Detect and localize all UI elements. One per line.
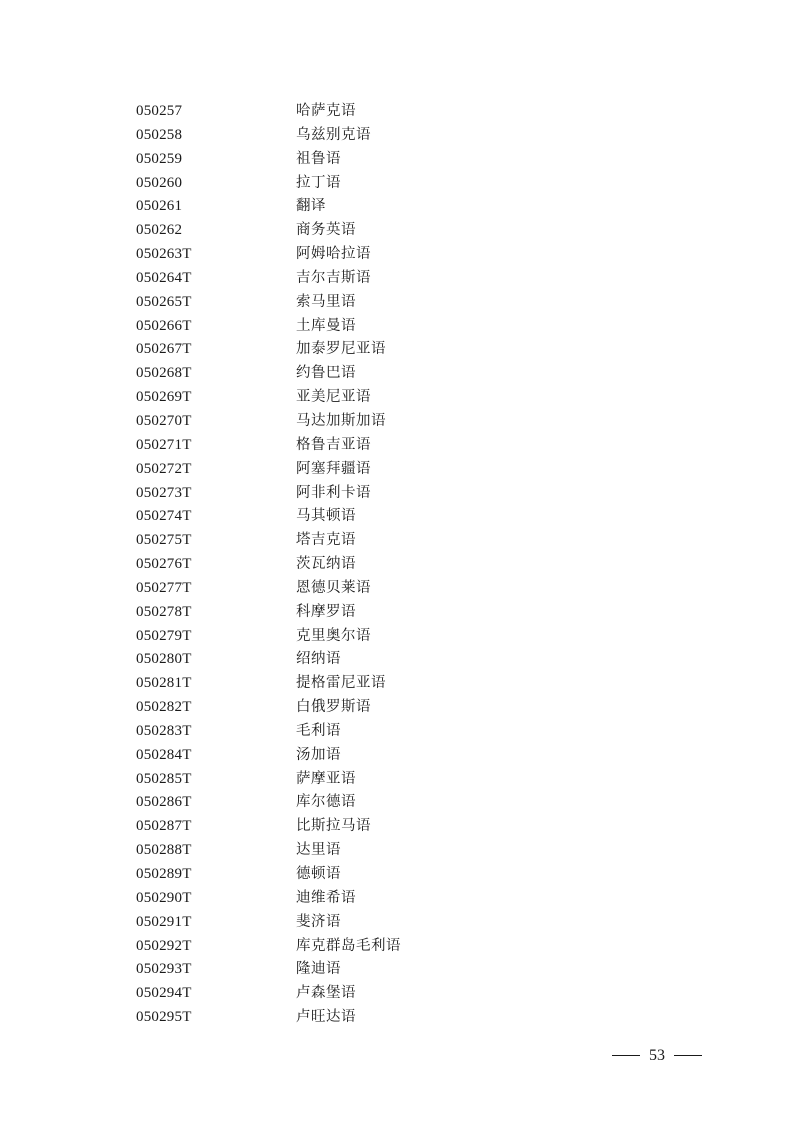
table-row <box>136 696 556 720</box>
major-code: 050287T <box>136 818 192 835</box>
table-row <box>136 720 556 744</box>
major-code: 050278T <box>136 603 192 620</box>
major-name: 提格雷尼亚语 <box>296 675 386 692</box>
major-name: 索马里语 <box>296 293 356 310</box>
major-code: 050290T <box>136 889 192 906</box>
table-row <box>136 505 556 529</box>
major-code: 050267T <box>136 341 192 358</box>
major-code: 050289T <box>136 866 192 882</box>
major-code: 050291T <box>136 913 192 930</box>
major-code: 050266T <box>136 317 192 334</box>
table-row <box>136 267 556 291</box>
table-row <box>136 1006 556 1030</box>
major-code: 050271T <box>136 436 192 453</box>
major-code: 050258 <box>136 126 183 143</box>
table-row <box>136 887 556 911</box>
table-row <box>136 529 556 553</box>
major-code: 050276T <box>136 556 192 573</box>
table-row <box>136 982 556 1006</box>
table-row <box>136 553 556 577</box>
major-code: 050294T <box>136 985 192 1002</box>
major-name: 卢森堡语 <box>296 985 356 1002</box>
table-row <box>136 172 556 196</box>
table-row <box>136 434 556 458</box>
table-row <box>136 338 556 362</box>
major-code: 050292T <box>136 937 192 954</box>
page-footer <box>612 1045 702 1067</box>
major-code: 050260 <box>136 174 183 191</box>
major-code: 050277T <box>136 579 192 596</box>
major-name: 比斯拉马语 <box>296 818 371 835</box>
major-code: 050275T <box>136 532 192 549</box>
major-name: 吉尔吉斯语 <box>296 269 371 286</box>
page-number: 53 <box>649 1047 665 1064</box>
major-name: 土库曼语 <box>296 317 356 334</box>
major-code: 050282T <box>136 699 192 716</box>
major-name: 毛利语 <box>296 722 341 739</box>
major-code: 050280T <box>136 651 192 668</box>
table-row <box>136 863 556 887</box>
major-name: 克里奥尔语 <box>296 627 371 644</box>
major-name: 绍纳语 <box>296 651 341 668</box>
major-code: 050265T <box>136 293 192 310</box>
major-name: 翻译 <box>296 198 326 215</box>
major-name: 隆迪语 <box>296 961 341 978</box>
major-name: 卢旺达语 <box>296 1009 356 1026</box>
major-name: 格鲁吉亚语 <box>296 436 371 453</box>
table-row <box>136 243 556 267</box>
table-row <box>136 648 556 672</box>
table-row <box>136 935 556 959</box>
major-name: 塔吉克语 <box>296 532 356 549</box>
table-row <box>136 791 556 815</box>
major-name: 哈萨克语 <box>296 103 356 119</box>
major-name: 马其顿语 <box>296 508 356 525</box>
major-list <box>136 100 556 1030</box>
table-row <box>136 195 556 219</box>
major-name: 达里语 <box>296 842 341 859</box>
table-row <box>136 768 556 792</box>
table-row <box>136 315 556 339</box>
major-code: 050274T <box>136 508 192 525</box>
major-code: 050288T <box>136 842 192 859</box>
table-row <box>136 124 556 148</box>
major-code: 050269T <box>136 389 192 406</box>
major-code: 050295T <box>136 1009 192 1026</box>
major-name: 加泰罗尼亚语 <box>296 341 386 358</box>
major-code: 050272T <box>136 460 192 477</box>
major-name: 阿非利卡语 <box>296 484 371 501</box>
major-code: 050261 <box>136 198 183 215</box>
table-row <box>136 410 556 434</box>
major-name: 德顿语 <box>296 866 341 882</box>
major-code: 050281T <box>136 675 192 692</box>
table-row <box>136 958 556 982</box>
table-row <box>136 815 556 839</box>
major-name: 亚美尼亚语 <box>296 389 371 406</box>
major-code: 050285T <box>136 770 192 787</box>
major-name: 恩德贝莱语 <box>296 579 371 596</box>
major-name: 汤加语 <box>296 746 341 763</box>
major-name: 拉丁语 <box>296 174 341 191</box>
major-name: 乌兹别克语 <box>296 126 371 143</box>
table-row <box>136 219 556 243</box>
table-row <box>136 911 556 935</box>
major-name: 祖鲁语 <box>296 150 341 167</box>
major-name: 萨摩亚语 <box>296 770 356 787</box>
table-row <box>136 458 556 482</box>
major-code: 050264T <box>136 269 192 286</box>
table-row <box>136 577 556 601</box>
table-row <box>136 291 556 315</box>
table-row <box>136 744 556 768</box>
major-name: 商务英语 <box>296 222 356 239</box>
major-name: 库尔德语 <box>296 794 356 811</box>
major-code: 050262 <box>136 222 183 239</box>
major-name: 约鲁巴语 <box>296 365 356 382</box>
major-code: 050283T <box>136 722 192 739</box>
major-name: 迪维希语 <box>296 889 356 906</box>
footer-dash-left <box>612 1055 640 1056</box>
table-row <box>136 601 556 625</box>
table-row <box>136 100 556 124</box>
table-row <box>136 839 556 863</box>
major-code: 050286T <box>136 794 192 811</box>
major-name: 斐济语 <box>296 913 341 930</box>
major-code: 050273T <box>136 484 192 501</box>
major-code: 050270T <box>136 412 192 429</box>
major-code: 050263T <box>136 246 192 263</box>
major-code: 050268T <box>136 365 192 382</box>
major-name: 阿姆哈拉语 <box>296 246 371 263</box>
major-name: 阿塞拜疆语 <box>296 460 371 477</box>
major-code: 050257 <box>136 103 183 119</box>
major-name: 茨瓦纳语 <box>296 556 356 573</box>
table-row <box>136 482 556 506</box>
table-row <box>136 148 556 172</box>
major-code: 050279T <box>136 627 192 644</box>
major-name: 马达加斯加语 <box>296 412 386 429</box>
major-name: 科摩罗语 <box>296 603 356 620</box>
table-row <box>136 362 556 386</box>
major-code: 050284T <box>136 746 192 763</box>
major-name: 白俄罗斯语 <box>296 699 371 716</box>
footer-dash-right <box>674 1055 702 1056</box>
major-code: 050259 <box>136 150 183 167</box>
table-row <box>136 625 556 649</box>
major-name: 库克群岛毛利语 <box>296 937 401 954</box>
major-code: 050293T <box>136 961 192 978</box>
table-row <box>136 386 556 410</box>
table-row <box>136 672 556 696</box>
